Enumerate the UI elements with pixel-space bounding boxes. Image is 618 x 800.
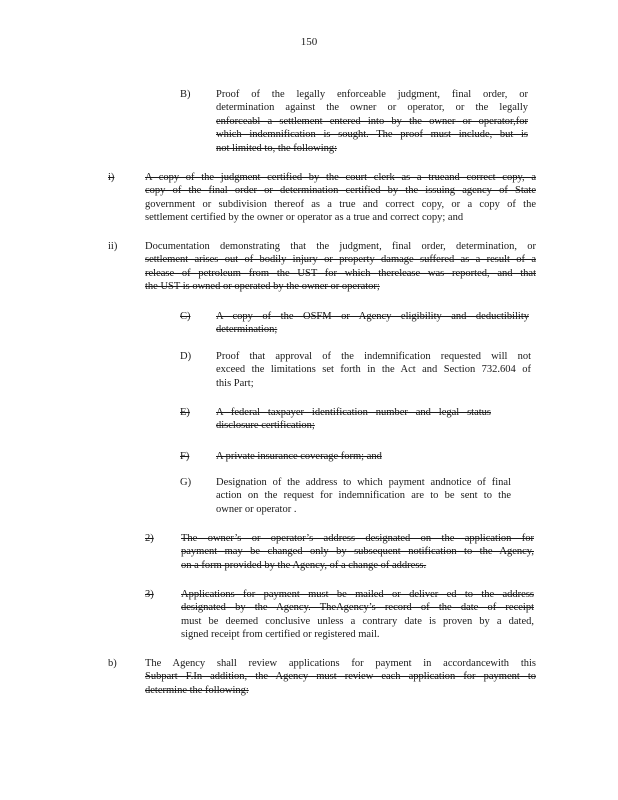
struck-text-line: release of petroleum from the UST for which therelease was reported, and that: [145, 267, 536, 279]
paragraph-text: [216, 88, 528, 155]
paragraph-label: ii): [108, 241, 118, 252]
paragraph-label: i): [108, 172, 115, 183]
paragraph-text: [216, 406, 491, 433]
paragraph-label: D): [180, 351, 192, 362]
struck-text-line: on a form provided by the Agency, of a change of address.: [181, 559, 427, 571]
text-line: owner or operator .: [216, 503, 297, 515]
text-line: settlement certified by the owner or operator as a true and correct copy; and: [145, 212, 464, 224]
struck-text-line: settlement arises out of bodily injury or property damage suffered as a result of a: [145, 254, 536, 266]
struck-text-line: A copy of the OSFM or Agency eligibility and deductibility: [216, 311, 529, 322]
paragraph-text: [145, 240, 536, 294]
paragraph-text: [145, 171, 536, 225]
text-line: exceed the limitations set forth in the Act and Section 732.604 of: [216, 364, 531, 376]
text-line: government or subdivision thereof as a true and correct copy, or a copy of the: [145, 198, 536, 210]
paragraph-text: [181, 588, 534, 642]
text-line: signed receipt from certified or registered mail.: [181, 629, 380, 641]
text-line: The Agency shall review applications for payment in accordancewith this: [145, 658, 536, 669]
paragraph-text: [145, 657, 536, 697]
struck-text-line: designated by the Agency. TheAgency’s record of the date of receipt: [181, 602, 534, 614]
struck-text-line: not limited to, the following:: [216, 142, 338, 154]
paragraph-text: [216, 310, 529, 337]
text-line: action on the request for indemnification are to be sent to the: [216, 490, 511, 502]
struck-text-line: copy of the final order or determination certified by the issuing agency of State: [145, 185, 536, 197]
struck-text-line: Applications for payment must be mailed or deliver ed to the address: [181, 589, 534, 600]
paragraph-label: b): [108, 658, 117, 669]
paragraph-label: F): [180, 451, 190, 462]
paragraph-label: 2): [145, 533, 154, 544]
text-line: determination against the owner or operator, or the legally: [216, 102, 528, 114]
struck-text-line: Subpart F.In addition, the Agency must review each application for payment to: [145, 671, 536, 683]
struck-text-line: which indemnification is sought. The proof must include, but is: [216, 129, 528, 141]
text-line: Documentation demonstrating that the judgment, final order, determination, or: [145, 241, 536, 252]
struck-text-line: the UST is owned or operated by the owner or operator;: [145, 281, 380, 293]
paragraph-text: [216, 476, 511, 516]
page-number: 150: [300, 36, 318, 48]
text-line: must be deemed conclusive unless a contrary date is proven by a dated,: [181, 615, 534, 627]
struck-text-line: enforceabl a settlement entered into by the owner or operator,for: [216, 115, 528, 127]
paragraph-text: [181, 532, 534, 572]
struck-text-line: The owner’s or operator’s address designated on the application for: [181, 533, 534, 544]
paragraph-label: G): [180, 477, 192, 488]
paragraph-label: E): [180, 407, 190, 418]
paragraph-label: 3): [145, 589, 154, 600]
struck-text-line: determination;: [216, 324, 278, 336]
paragraph-text: [216, 450, 406, 463]
text-line: Designation of the address to which payment andnotice of final: [216, 477, 511, 488]
text-line: this Part;: [216, 377, 254, 389]
struck-text-line: disclosure certification;: [216, 420, 315, 432]
struck-text-line: A copy of the judgment certified by the court clerk as a trueand correct copy, a: [145, 172, 536, 183]
struck-text-line: A private insurance coverage form; and: [216, 451, 382, 462]
struck-text-line: determine the following:: [145, 684, 249, 696]
struck-text-line: A federal taxpayer identification number and legal status: [216, 407, 491, 418]
paragraph-label: B): [180, 89, 191, 100]
text-line: Proof of the legally enforceable judgment, final order, or: [216, 89, 528, 100]
struck-text-line: payment may be changed only by subsequent notification to the Agency,: [181, 546, 534, 558]
paragraph-label: C): [180, 311, 191, 322]
paragraph-text: [216, 350, 531, 390]
text-line: Proof that approval of the indemnification requested will not: [216, 351, 531, 362]
